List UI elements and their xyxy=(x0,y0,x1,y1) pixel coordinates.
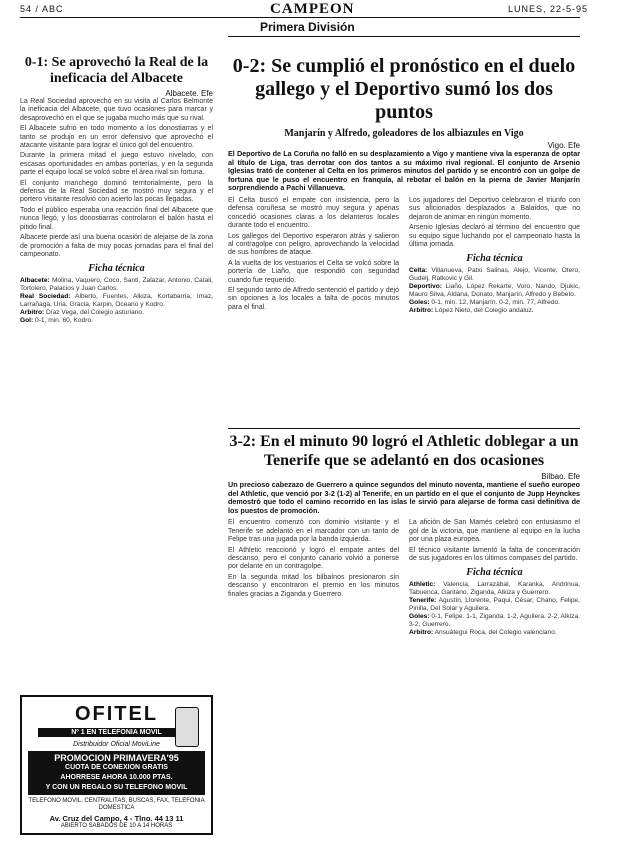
main-paragraph: El segundo tanto de Alfredo sentenció el partido y dejó sin opciones a los locales a falta de pocos minutos para el final. xyxy=(228,287,399,311)
ficha-row: Arbitro: López Nieto, del Colegio andaluz. xyxy=(409,307,534,315)
ad-logo: OFITEL xyxy=(74,703,159,725)
page-number: 54 / ABC xyxy=(20,4,64,14)
ficha-row: Real Sociedad: Alberto, Fuentes, Alkiza, Kortabarria, Imaz, Larrañaga, Uria, Gracia, Karpin, Oceano y Kodro. xyxy=(20,293,213,309)
main-subhead: Manjarín y Alfredo, goleadores de los albiazules en Vigo xyxy=(284,128,524,139)
main-body xyxy=(228,197,580,315)
ficha-row: Albacete: Molina, Vaquero, Coco, Santi, Zalazar, Antonio, Catali, Tortolero, Palacios y Juan Carlos. xyxy=(20,277,213,293)
left-article xyxy=(20,55,213,325)
ad-products: TELEFONO MOVIL, CENTRALITAS, BUSCAS, FAX, TELEFONIA DOMESTICA xyxy=(28,798,205,811)
ad-tagline: Nº 1 EN TELEFONIA MOVIL xyxy=(38,728,195,737)
second-body-col1 xyxy=(228,519,399,637)
left-ficha xyxy=(20,277,213,325)
main-article xyxy=(228,55,580,315)
second-paragraph: En la segunda mitad los bilbaínos presionaron sin descanso y encontraron el premio en los minutos finales gracias a Ziganda y Guerrero. xyxy=(228,573,399,598)
main-paragraph: A la vuelta de los vestuarios el Celta se volcó sobre la portería de Liaño, que respondió con seguridad cuando fue requerido. xyxy=(228,259,399,284)
subsection-rule xyxy=(228,36,580,37)
second-paragraph: El técnico visitante lamentó la falta de concentración de sus jugadores en los últimos compases del partido. xyxy=(409,546,580,562)
ficha-row: Athletic: Valencia, Larrazábal, Karanka, Andrinua, Tabuenca, Garitano, Ziganda, Alkiza y Guerrero. xyxy=(409,581,580,597)
second-body-col2 xyxy=(409,519,580,637)
left-article-byline: Albacete. Efe xyxy=(165,89,213,98)
ficha-row: Celta: Villanueva, Patxi Salinas, Alejo, Vicente, Otero, Gudelj, Ratkovic y Gil. xyxy=(409,267,580,283)
second-paragraph: El encuentro comenzó con dominio visitante y el Tenerife se adelantó en el marcador con un tanto de Felipe tras una jugada por la banda izquierda. xyxy=(228,519,399,544)
ficha-row: Goles: 0-1, min. 12, Manjarín. 0-2, min. 77, Alfredo. xyxy=(409,299,561,307)
main-lede: El Deportivo de La Coruña no falló en su desplazamiento a Vigo y mantiene viva la esperanza de optar al título de Liga, tras derrotar con dos tantos a su máximo rival regional. El conjunto de Arsenio Iglesias trató de contener al Celta en los primeros minutos del partido y se encontró con un golpe de fortuna que le puso el encuentro en franquía, al rebotar el balón en la pierna de Javier Manjarín sorprendiendo a Pachi Villanueva. xyxy=(228,149,580,193)
second-headline: 3-2: En el minuto 90 logró el Athletic doblegar a un Tenerife que se adelantó en dos ocasiones xyxy=(229,433,579,469)
ficha-row: Gol: 0-1, min. 60, Kodro. xyxy=(20,317,93,325)
second-byline: Bilbao. Efe xyxy=(541,472,580,481)
main-byline: Vigo. Efe xyxy=(547,141,580,150)
ad-promo: PROMOCION PRIMAVERA'95 CUOTA DE CONEXION GRATIS AHORRESE AHORA 10.000 PTAS. Y CON UN REGALO SU TELEFONO MOVIL xyxy=(28,751,205,795)
main-paragraph: El Celta buscó el empate con insistencia, pero la defensa coruñesa se mostró muy segura y apenas concedió ocasiones claras a los delanteros locales durante todo el encuentro. xyxy=(228,196,399,230)
main-ficha-title: Ficha técnica xyxy=(466,253,523,265)
header-rule xyxy=(20,17,580,18)
page-date: LUNES, 22-5-95 xyxy=(508,4,589,14)
left-paragraph: Todo el público esperaba una reacción final del Albacete que nunca llegó, y los donostiarras controlaron el balón hasta el pitido final. xyxy=(20,206,213,231)
main-headline: 0-2: Se cumplió el pronóstico en el duelo gallego y el Deportivo sumó los dos puntos xyxy=(232,55,576,123)
ficha-row: Goles: 0-1, Felipe. 1-1, Ziganda. 1-2, Aguilera. 2-2, Alkiza. 3-2, Guerrero. xyxy=(409,613,580,629)
main-body-col1 xyxy=(228,197,399,315)
second-ficha-title: Ficha técnica xyxy=(466,567,523,579)
left-article-headline: 0-1: Se aprovechó la Real de la ineficacia del Albacete xyxy=(24,55,209,86)
second-article xyxy=(228,432,580,637)
left-paragraph: Albacete pierde así una buena ocasión de alejarse de la zona de promoción a falta de muy pocas jornadas para el final del campeonato. xyxy=(20,234,213,258)
left-paragraph: La Real Sociedad aprovechó en su visita al Carlos Belmonte la ineficacia del Albacete, que tuvo ocasiones para marcar y desaprovechó en el que se jugaba mucho más que su rival. xyxy=(20,98,213,122)
ficha-row: Arbitro: Díaz Vega, del Colegio asturiano. xyxy=(20,309,144,317)
second-lede: Un precioso cabezazo de Guerrero a quince segundos del minuto noventa, mantiene el sueño europeo del Athletic, que venció por 3-2 (1-2) al Tenerife, en un partido en el que el conjunto de Jupp Heynckes demostró que todo el camino recorrido en las islas le sirvió para alejarse de forma casi definitiva de los puestos de promoción. xyxy=(228,480,580,515)
section-title: CAMPEON xyxy=(270,1,355,17)
ofitel-advertisement xyxy=(20,695,213,835)
ficha-row: Deportivo: Liaño, López Rekarte, Voro, Nando, Djukic, Mauro Silva, Aldana, Donato, Manjarín, Alfredo y Bebeto. xyxy=(409,283,581,299)
left-paragraph: El conjunto manchego dominó territorialmente, pero la defensa de la Real Sociedad se mostró muy segura y el portero visitante resolvió con acierto las pocas llegadas. xyxy=(20,179,213,204)
main-body-col2 xyxy=(409,197,580,315)
main-ficha xyxy=(409,267,580,315)
second-paragraph: El Athletic reaccionó y logró el empate antes del descanso, pero el conjunto canario volvió a ponerse por delante en un contragolpe. xyxy=(228,546,399,571)
ad-distributor: Distribuidor Oficial MoviLine xyxy=(73,741,160,748)
mobile-phone-icon xyxy=(175,707,199,747)
left-ficha-title: Ficha técnica xyxy=(88,263,145,275)
subsection-title: Primera División xyxy=(260,20,355,34)
left-paragraph: El Albacete sufrió en todo momento a los donostiarras y el tanto se produjo en un error defensivo que aprovechó el atacante visitante para lograr el único gol del encuentro. xyxy=(20,125,213,150)
second-body xyxy=(228,519,580,637)
second-ficha xyxy=(409,581,580,637)
main-paragraph: Arsenio Iglesias declaró al término del encuentro que su equipo sigue luchando por el campeonato hasta la última jornada. xyxy=(409,224,580,248)
ficha-row: Arbitro: Ansuátegui Roca, del Colegio valenciano. xyxy=(409,629,557,637)
main-paragraph: Los jugadores del Deportivo celebraron el triunfo con sus aficionados desplazados a Balaídos, que no dejaron de animar en ningún momento. xyxy=(409,196,580,221)
article-divider xyxy=(228,428,580,429)
ficha-row: Tenerife: Agustín, Llorente, Paqui, César, Chano, Felipe, Pinilla, Del Solar y Aguilera. xyxy=(409,597,581,613)
left-paragraph: Durante la primera mitad el juego estuvo nivelado, con escasas oportunidades en ambas porterías, y en la segunda parte el equipo local se volcó sobre el área rival sin fortuna. xyxy=(20,152,213,177)
ad-hours: ABIERTO SABADOS DE 10 A 14 HORAS xyxy=(60,823,173,829)
ad-address: Av. Cruz del Campo, 4 - Tlno. 44 13 11 xyxy=(49,814,184,823)
main-paragraph: Los gallegos del Deportivo esperaron atrás y salieron al contragolpe con peligro, aprovechando la velocidad de sus hombres de ataque. xyxy=(228,232,399,257)
second-paragraph: La afición de San Mamés celebró con entusiasmo el gol de la victoria, que mantiene al equipo en la lucha por una plaza europea. xyxy=(409,519,580,544)
